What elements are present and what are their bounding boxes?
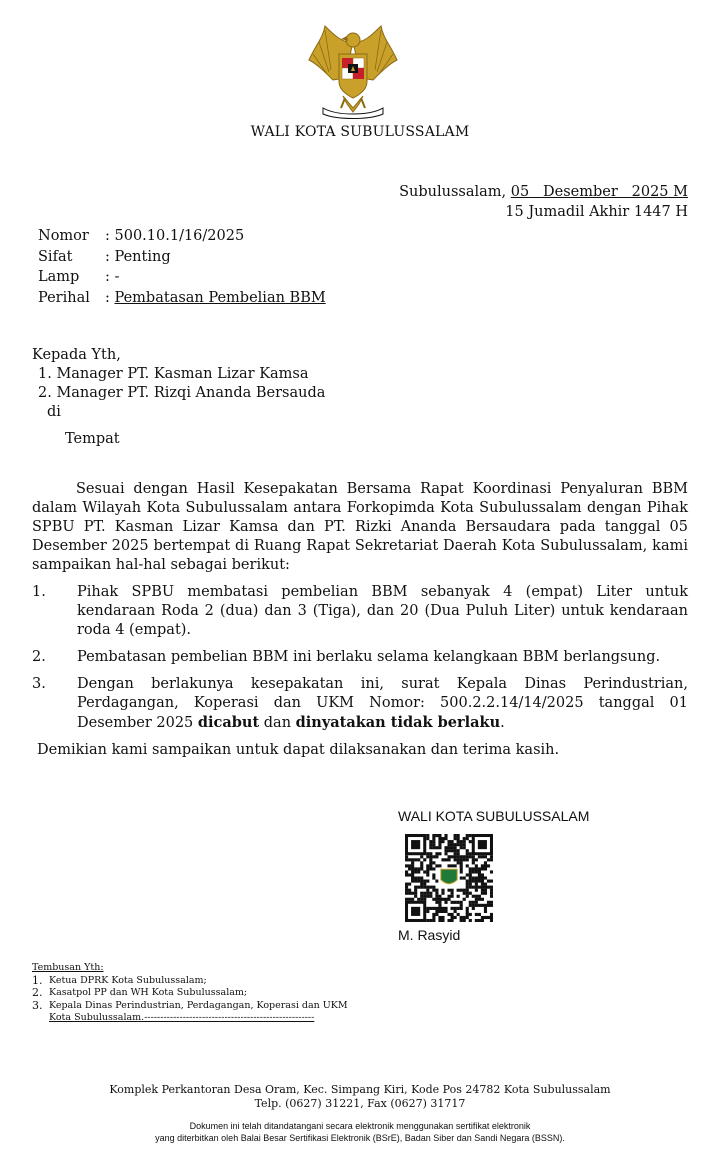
tembusan-block [32,962,348,1025]
tembusan-text [49,1000,348,1025]
qr-code-icon [405,834,493,922]
list-text: Pihak SPBU membatasi pembelian BBM sebanyak 4 (empat) Liter untuk kendaraan Roda 2 (dua) dan 3 (Tiga), dan 20 (Dua Puluh Liter) untuk kendaraan roda 4 (empat). [77,584,688,638]
tembusan-text: Kasatpol PP dan WH Kota Subulussalam; [49,987,248,998]
list-text-part: dan [259,715,296,731]
letter-body [32,480,688,760]
tembusan-heading: Tembusan Yth: [32,962,104,973]
meta-value: : 500.10.1/16/2025 [105,228,245,244]
place-date [399,182,688,222]
tembusan-item [32,987,348,1000]
e-signature-disclaimer [0,1120,720,1144]
recipient-place: Tempat [65,431,120,447]
closing-sentence: Demikian kami sampaikan untuk dapat dilaksanakan dan terima kasih. [37,742,560,758]
meta-value [105,288,326,309]
list-text: Pembatasan pembelian BBM ini berlaku selama kelangkaan BBM berlangsung. [77,649,661,665]
tembusan-item [32,1000,348,1025]
list-number: 1. [32,584,46,600]
meta-value: : Penting [105,248,171,265]
address-line: Komplek Perkantoran Desa Oram, Kec. Simpang Kiri, Kode Pos 24782 Kota Subulussalam [109,1083,611,1096]
disclaimer-line: yang diterbitkan oleh Balai Besar Sertifikasi Elektronik (BSrE), Badan Siber dan Sandi Negara (BSSN). [155,1133,565,1143]
tembusan-item [32,975,348,988]
tembusan-text-line: Kota Subulussalam.----------------------------------------------------- [49,1012,315,1023]
bold-dicabut: dicabut [197,714,260,731]
bold-tidak-berlaku: dinyatakan tidak berlaku [295,714,501,731]
list-text-part: Dengan berlakunya kesepakatan ini, surat Kepala Dinas Perindustrian, Perdagangan, Koperasi dan UKM Nomor: 500.2.2.14/14/2025 tanggal 01 Desember 2025 [77,676,688,731]
recipient-di: di [47,404,61,420]
tembusan-text-line: Kepala Dinas Perindustrian, Perdagangan, Koperasi dan UKM [49,999,348,1011]
tembusan-number: 2. [32,986,43,999]
salutation: Kepada Yth, [32,347,121,363]
tembusan-number: 3. [32,998,43,1012]
meta-label: Lamp [38,269,80,285]
meta-colon: : [105,289,115,306]
list-text-part: . [500,715,505,731]
meta-row-sifat [38,247,326,268]
tembusan-number: 1. [32,973,43,987]
signatory-title: WALI KOTA SUBULUSSALAM [398,808,590,824]
garuda-emblem-icon [303,24,403,120]
meta-row-nomor [38,226,326,247]
meta-row-perihal [38,288,326,309]
intro-paragraph: Sesuai dengan Hasil Kesepakatan Bersama Rapat Koordinasi Penyaluran BBM dalam Wilayah Kota Subulussalam antara Forkopimda Kota Subulussalam dengan Pihak SPBU PT. Kasman Lizar Kamsa dan PT. Rizki Ananda Bersaudara pada tanggal 05 Desember 2025 bertempat di Ruang Rapat Sekretariat Daerah Kota Subulussalam, kami sampaikan hal-hal sebagai berikut: [32,481,688,573]
meta-label: Perihal [38,289,90,306]
recipients-block [32,346,325,449]
list-item [32,648,688,667]
place: Subulussalam, [399,184,507,200]
list-text [77,675,688,733]
disclaimer-line: Dokumen ini telah ditandatangani secara elektronik menggunakan sertifikat elektronik [189,1121,531,1131]
meta-label: Nomor [38,228,89,244]
signatory-name: M. Rasyid [398,927,461,943]
list-number: 2. [32,649,46,665]
phone-line: Telp. (0627) 31221, Fax (0627) 31717 [254,1097,466,1110]
hijri-date: 15 Jumadil Akhir 1447 H [505,204,688,220]
gregorian-date: 05 Desember 2025 M [510,184,688,200]
subject-text: Pembatasan Pembelian BBM [114,289,326,306]
meta-value: : - [105,269,120,285]
meta-row-lamp [38,267,326,288]
footer-address [0,1083,720,1111]
recipient-item: 2. Manager PT. Rizqi Ananda Bersauda [38,385,326,401]
list-number: 3. [32,676,46,692]
letterhead-title: WALI KOTA SUBULUSSALAM [250,124,470,140]
letter-metadata [38,226,326,308]
meta-label: Sifat [38,248,73,265]
list-item [32,675,688,733]
list-item [32,583,688,640]
tembusan-text: Ketua DPRK Kota Subulussalam; [49,974,207,986]
points-list [32,583,688,733]
recipient-item: 1. Manager PT. Kasman Lizar Kamsa [38,366,309,382]
